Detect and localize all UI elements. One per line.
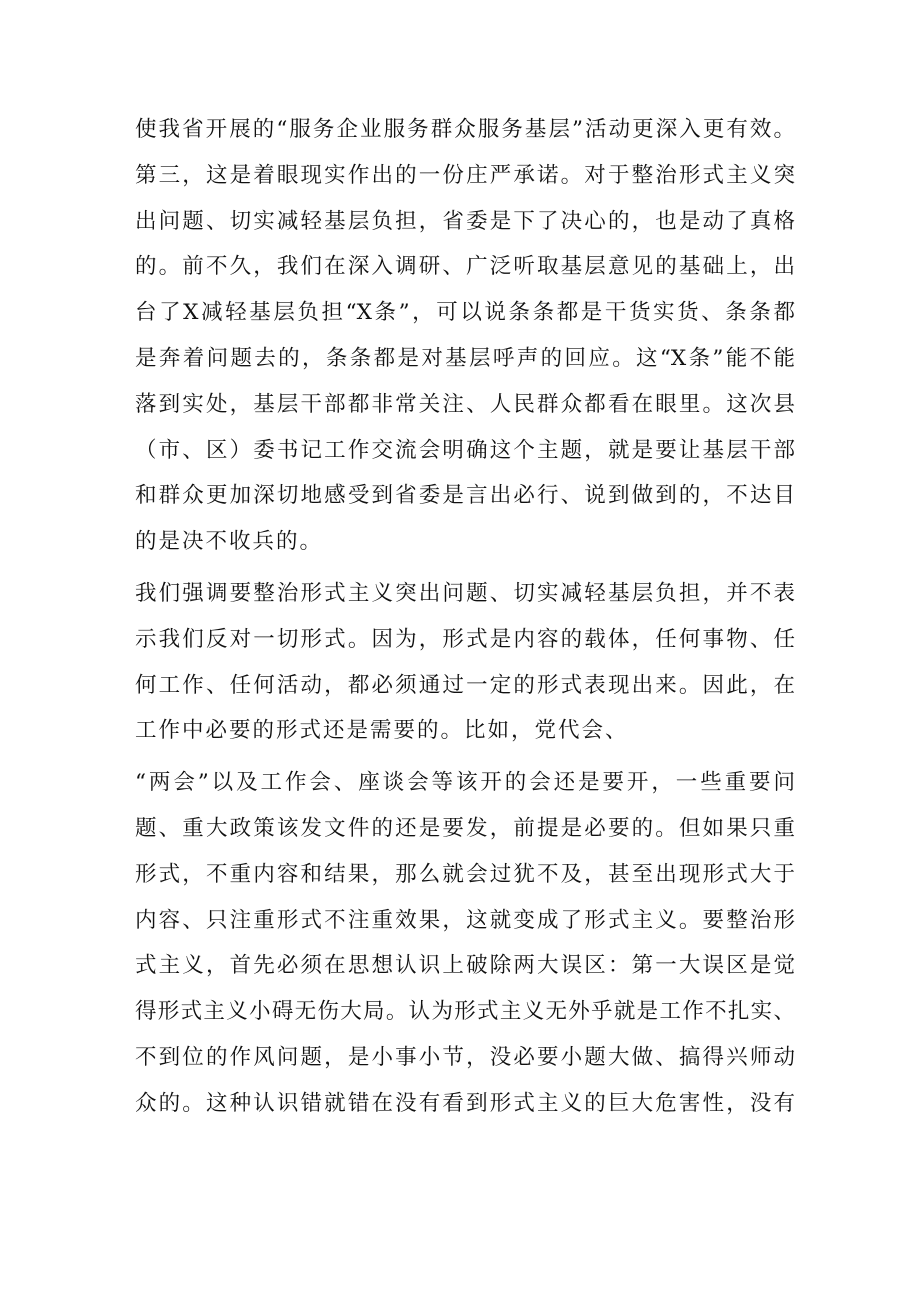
text-line: 第三，这是着眼现实作出的一份庄严承诺。对于整治形式主义突 — [135, 162, 795, 188]
text-line: 的。前不久，我们在深入调研、广泛听取基层意见的基础上，出 — [135, 254, 795, 280]
text-line: 出问题、切实减轻基层负担，省委是下了决心的，也是动了真格 — [135, 208, 795, 234]
text-line: 落到实处，基层干部都非常关注、人民群众都看在眼里。这次县 — [135, 391, 795, 417]
document-body — [135, 107, 795, 1127]
text-line: 我们强调要整治形式主义突出问题、切实减轻基层负担，并不表 — [135, 580, 795, 606]
text-line: 题、重大政策该发文件的还是要发，前提是必要的。但如果只重 — [135, 815, 795, 841]
text-line: 众的。这种认识错就错在没有看到形式主义的巨大危害性，没有 — [135, 1090, 795, 1116]
paragraph-3 — [135, 760, 795, 1126]
text-line: “两会”以及工作会、座谈会等该开的会还是要开，一些重要问 — [135, 770, 795, 796]
text-line: 得形式主义小碍无伤大局。认为形式主义无外乎就是工作不扎实、 — [135, 999, 795, 1025]
text-line: （市、区）委书记工作交流会明确这个主题，就是要让基层干部 — [135, 437, 795, 463]
text-line: 工作中必要的形式还是需要的。比如，党代会、 — [135, 718, 629, 744]
text-line: 台了X减轻基层负担“X条”，可以说条条都是干货实货、条条都 — [135, 300, 795, 326]
text-line: 形式，不重内容和结果，那么就会过犹不及，甚至出现形式大于 — [135, 861, 795, 887]
text-line: 是奔着问题去的，条条都是对基层呼声的回应。这“X条”能不能 — [135, 345, 795, 371]
text-line: 示我们反对一切形式。因为，形式是内容的载体，任何事物、任 — [135, 626, 795, 652]
text-line: 使我省开展的“服务企业服务群众服务基层”活动更深入更有效。 — [135, 117, 795, 142]
paragraph-1 — [135, 107, 795, 565]
text-line: 的是决不收兵的。 — [135, 529, 324, 555]
text-line: 何工作、任何活动，都必须通过一定的形式表现出来。因此，在 — [135, 672, 795, 698]
text-line: 不到位的作风问题，是小事小节，没必要小题大做、搞得兴师动 — [135, 1044, 795, 1070]
paragraph-2 — [135, 571, 795, 754]
text-line: 式主义，首先必须在思想认识上破除两大误区：第一大误区是觉 — [135, 953, 795, 979]
text-line: 内容、只注重形式不注重效果，这就变成了形式主义。要整治形 — [135, 907, 795, 933]
text-line: 和群众更加深切地感受到省委是言出必行、说到做到的，不达目 — [135, 483, 795, 509]
